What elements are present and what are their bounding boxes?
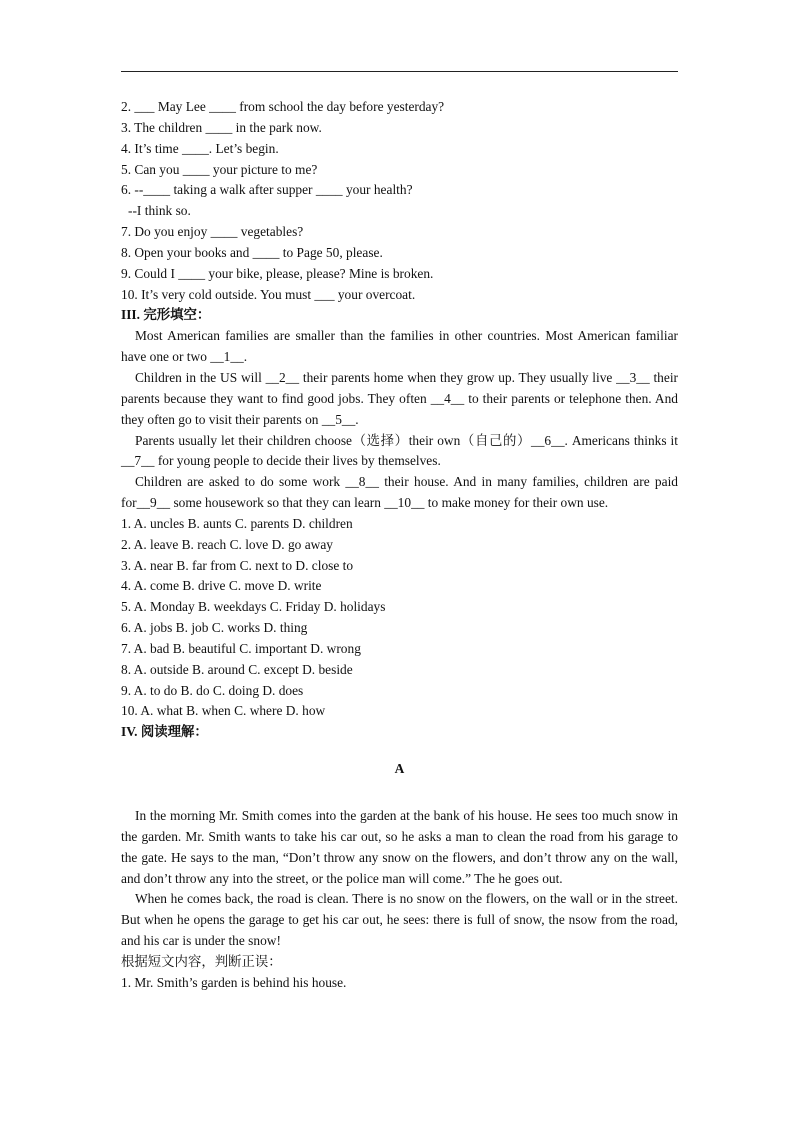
spacer: [121, 780, 678, 806]
cloze-paragraph: Children are asked to do some work __8__ their house. And in many families, children are paid for__9__ some housework so that they can learn __10__ to make money for their own use.: [121, 474, 678, 511]
instruction-text: 根据短文内容，判断正误：: [121, 953, 282, 969]
cloze-option: 3. A. near B. far from C. next to D. close to: [121, 557, 354, 573]
fill-blank-item: 10. It’s very cold outside. You must ___ your overcoat.: [121, 286, 416, 302]
passage-label: A: [394, 761, 405, 777]
fill-blank-item: 2. ___ May Lee ____ from school the day before yesterday?: [121, 99, 445, 114]
cloze-paragraph: Most American families are smaller than the families in other countries. Most American familiar have one or two __1__.: [121, 328, 678, 365]
cloze-paragraph: Children in the US will __2__ their parents home when they grow up. They usually live __3__ their parents because they want to find good jobs. They often __4__ to their parents or telephone then. And they often go to visit their parents on __5__.: [121, 369, 678, 427]
true-false-question: 1. Mr. Smith’s garden is behind his house.: [121, 974, 347, 990]
section-heading-reading: IV. 阅读理解：: [121, 724, 208, 740]
cloze-option: 10. A. what B. when C. where D. how: [121, 703, 326, 719]
cloze-option: 2. A. leave B. reach C. love D. go away: [121, 536, 333, 552]
fill-blank-item: 6. --____ taking a walk after supper ____ your health?: [121, 182, 413, 198]
cloze-option: 9. A. to do B. do C. doing D. does: [121, 682, 304, 698]
cloze-option: 1. A. uncles B. aunts C. parents D. children: [121, 515, 353, 531]
reading-paragraph: When he comes back, the road is clean. There is no snow on the flowers, on the wall or in the street. But when he opens the garage to get his car out, he sees: there is full of snow, the nsow from the road, and his car is under the snow!: [121, 891, 678, 949]
header-rule: [121, 71, 678, 72]
cloze-option: 5. A. Monday B. weekdays C. Friday D. holidays: [121, 599, 386, 615]
section-heading-cloze: III. 完形填空：: [121, 307, 211, 323]
cloze-option: 8. A. outside B. around C. except D. beside: [121, 661, 353, 677]
cloze-option: 4. A. come B. drive C. move D. write: [121, 578, 322, 594]
cloze-paragraph: Parents usually let their children choose（选择）their own（自己的）__6__. Americans thinks it __7__ for young people to decide their lives by themselves.: [121, 432, 678, 469]
fill-blank-item: 8. Open your books and ____ to Page 50, please.: [121, 244, 383, 260]
document-content: [121, 97, 678, 994]
fill-blank-item: 3. The children ____ in the park now.: [121, 119, 322, 135]
reading-paragraph: In the morning Mr. Smith comes into the garden at the bank of his house. He sees too much snow in the garden. Mr. Smith wants to take his car out, so he asks a man to clean the road from his garage to the gate. He says to the man, “Don’t throw any snow on the flowers, and don’t throw any on the wall, and don’t throw any into the street, or the police man will come.” The he goes out.: [121, 808, 678, 886]
fill-blank-item: 4. It’s time ____. Let’s begin.: [121, 140, 279, 156]
fill-blank-reply: --I think so.: [128, 203, 191, 219]
fill-blank-item: 5. Can you ____ your picture to me?: [121, 161, 318, 177]
spacer: [121, 743, 678, 759]
fill-blank-item: 7. Do you enjoy ____ vegetables?: [121, 224, 304, 240]
cloze-option: 7. A. bad B. beautiful C. important D. wrong: [121, 640, 361, 656]
fill-blank-item: 9. Could I ____ your bike, please, please? Mine is broken.: [121, 265, 434, 281]
cloze-option: 6. A. jobs B. job C. works D. thing: [121, 620, 308, 636]
